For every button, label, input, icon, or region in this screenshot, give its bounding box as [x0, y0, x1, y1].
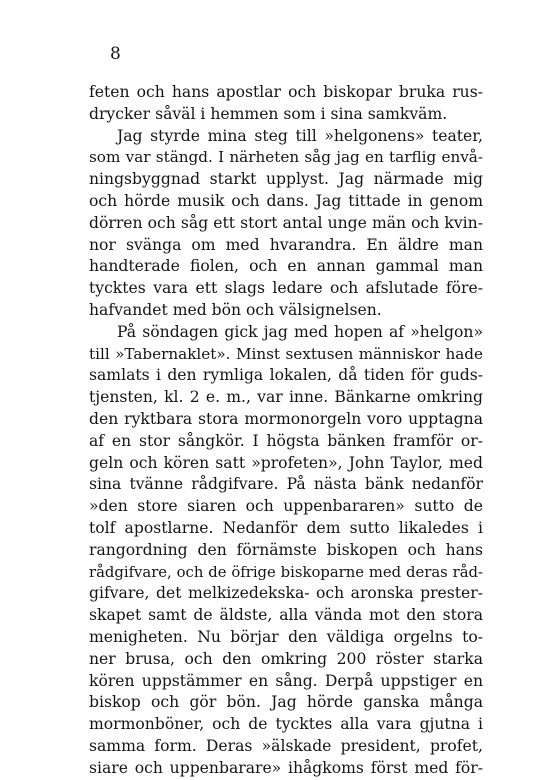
text-line: rangordning den förnämste biskopen och hans: [89, 540, 483, 559]
text-line: kören uppstämmer en sång. Derpå uppstiger en: [89, 671, 483, 690]
text-line: samma form. Deras »älskade president, profet,: [89, 736, 483, 755]
text-line: ner brusa, och den omkring 200 röster starka: [89, 649, 483, 668]
text-line: handterade fiolen, och en annan gammal man: [89, 257, 483, 276]
text-line: ningsbyggnad starkt upplyst. Jag närmade mig: [89, 170, 483, 189]
text-line: drycker såväl i hemmen som i sina samkväm.: [89, 104, 448, 123]
text-line: dörren och såg ett stort antal unge män och kvin-: [89, 213, 483, 232]
text-line: hafvandet med bön och välsignelsen.: [89, 300, 382, 319]
text-line: tycktes vara ett slags ledare och afslutade före-: [89, 279, 483, 298]
text-line: tjensten, kl. 2 e. m., var inne. Bänkarne omkring: [89, 388, 483, 407]
text-line: feten och hans apostlar och biskopar bruka rus-: [89, 83, 483, 101]
text-line: tolf apostlarne. Nedanför dem sutto likaledes i: [89, 518, 483, 537]
text-line: På söndagen gick jag med hopen af »helgon»: [117, 322, 483, 341]
text-line: siare och uppenbarare» ihågkoms först med för-: [89, 758, 483, 777]
body-text: [89, 82, 483, 780]
text-line: geln och kören satt »profeten», John Taylor, med: [89, 453, 483, 472]
text-line: och hörde musik och dans. Jag tittade in genom: [89, 191, 483, 210]
text-line: gifvare, det melkizedekska- och aronska prester-: [89, 584, 483, 603]
text-line: nor svänga om med hvarandra. En äldre man: [89, 235, 483, 254]
text-line: af en stor sångkör. I högsta bänken framför or-: [89, 431, 483, 450]
text-line: till »Tabernaklet». Minst sextusen människor hade: [89, 344, 483, 363]
text-line: Jag styrde mina steg till »helgonens» teater,: [117, 126, 483, 145]
text-line: mormonböner, och de tycktes alla vara gjutna i: [89, 715, 483, 734]
text-line: samlats i den rymliga lokalen, då tiden för guds-: [89, 366, 483, 385]
page-number: 8: [110, 44, 121, 64]
text-line: biskop och gör bön. Jag hörde ganska många: [89, 693, 483, 712]
text-line: den ryktbara stora mormonorgeln voro upptagna: [89, 409, 483, 428]
text-line: sina tvänne rådgifvare. På nästa bänk nedanför: [89, 475, 483, 494]
text-line: skapet samt de äldste, alla vända mot den stora: [89, 606, 483, 625]
text-line: som var stängd. I närheten såg jag en tarflig envå-: [89, 148, 483, 167]
text-line: rådgifvare, och de öfrige biskoparne med deras råd-: [89, 563, 483, 581]
text-line: »den store siaren och uppenbararen» sutto de: [89, 497, 483, 516]
text-line: menigheten. Nu börjar den väldiga orgelns to-: [89, 627, 483, 646]
